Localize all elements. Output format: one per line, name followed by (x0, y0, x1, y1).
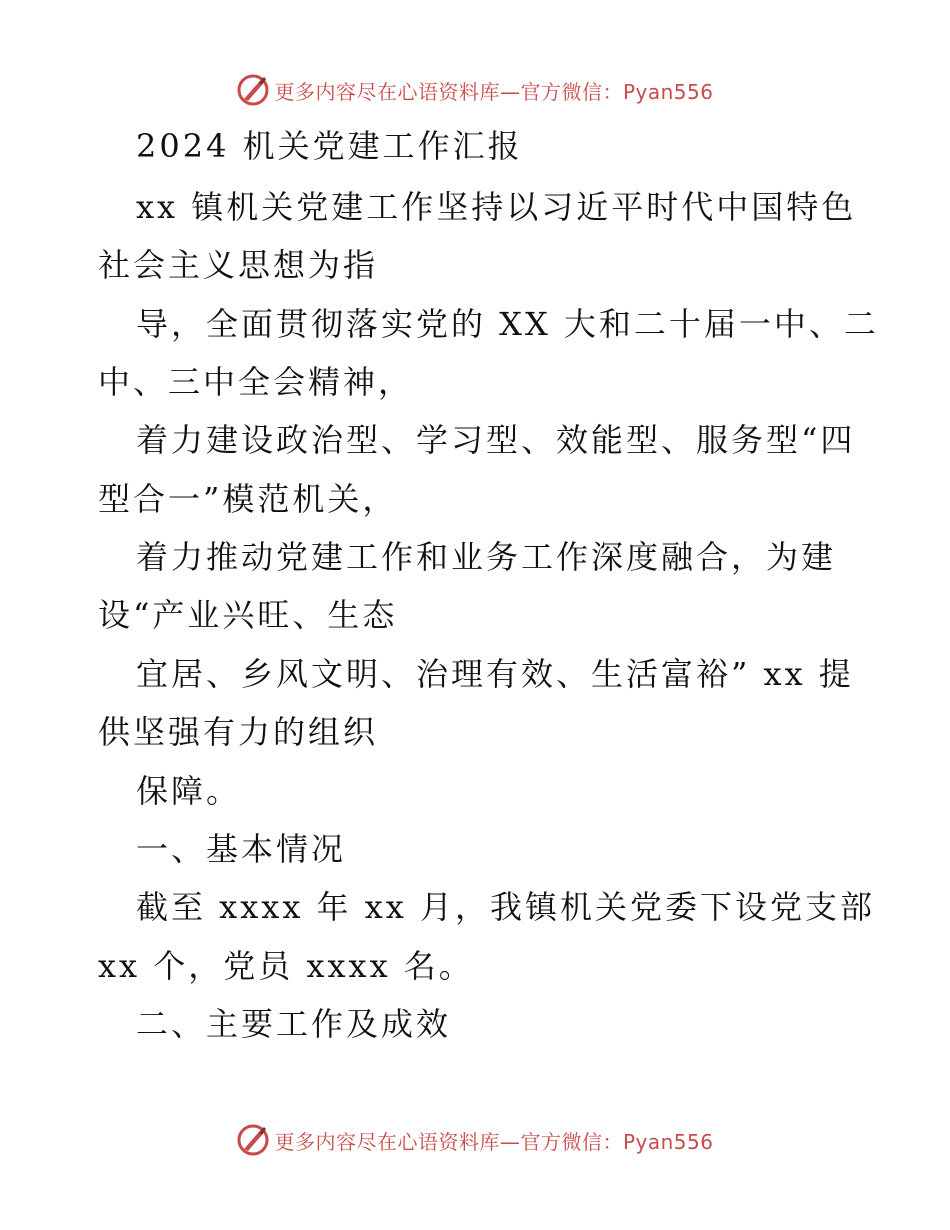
quill-logo-icon (236, 73, 270, 107)
paragraph-line: 社会主义思想为指 (98, 246, 379, 284)
paragraph-line: 着力建设政治型、学习型、效能型、服务型“四 (136, 421, 856, 459)
section-heading: 一、基本情况 (136, 830, 347, 868)
paragraph-line: 宜居、乡风文明、治理有效、生活富裕” xx 提 (136, 655, 854, 693)
section-heading: 二、主要工作及成效 (136, 1005, 452, 1043)
paragraph-line: 中、三中全会精神， (98, 363, 414, 401)
watermark-text: 更多内容尽在心语资料库—官方微信：Pyan556 (274, 1129, 714, 1154)
footer-watermark (0, 1120, 950, 1160)
paragraph-line: 供坚强有力的组织 (98, 713, 379, 751)
paragraph-line: 截至 xxxx 年 xx 月，我镇机关党委下设党支部 (136, 888, 875, 926)
watermark-text: 更多内容尽在心语资料库—官方微信：Pyan556 (274, 79, 714, 104)
paragraph-line: 保障。 (136, 772, 242, 810)
paragraph-line: xx 个，党员 xxxx 名。 (98, 947, 474, 985)
quill-logo-icon (236, 1123, 270, 1157)
paragraph-line: 型合一”模范机关， (98, 480, 398, 518)
document-title: 2024 机关党建工作汇报 (136, 127, 523, 165)
paragraph-line: 着力推动党建工作和业务工作深度融合，为建 (136, 538, 837, 576)
paragraph-line: xx 镇机关党建工作坚持以习近平时代中国特色 (136, 188, 857, 226)
paragraph-line: 导，全面贯彻落实党的 XX 大和二十届一中、二 (136, 305, 879, 343)
paragraph-line: 设“产业兴旺、生态 (98, 596, 398, 634)
header-watermark (0, 70, 950, 110)
